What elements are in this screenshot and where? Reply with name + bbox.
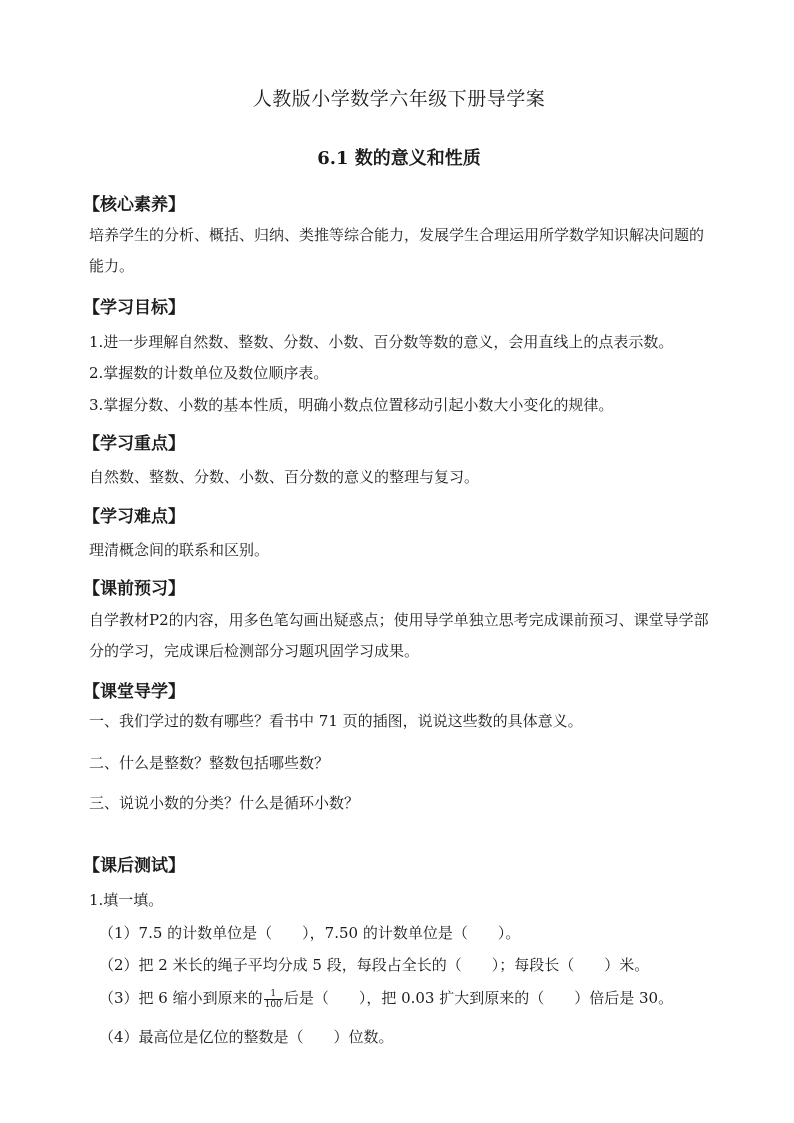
preview-text: 自学教材P2的内容，用多色笔勾画出疑惑点；使用导学单独立思考完成课前预习、课堂导学部分的学习，完成课后检测部分习题巩固学习成果。 <box>89 611 709 660</box>
test-subitem-1: （1）7.5 的计数单位是（ ），7.50 的计数单位是（ ）。 <box>99 924 521 942</box>
fraction-denominator: 100 <box>264 999 282 1010</box>
heading-preview: 【课前预习】 <box>83 579 185 599</box>
goal-item-1: 1.进一步理解自然数、整数、分数、小数、百分数等数的意义，会用直线上的点表示数。 <box>89 333 674 351</box>
heading-after-class-test: 【课后测试】 <box>83 856 185 876</box>
heading-difficulties: 【学习难点】 <box>83 507 185 527</box>
heading-key-points: 【学习重点】 <box>83 434 185 454</box>
difficulties-text: 理清概念间的联系和区别。 <box>89 541 270 559</box>
heading-core-literacy: 【核心素养】 <box>83 195 185 215</box>
heading-class-guide: 【课堂导学】 <box>83 682 185 702</box>
fraction-one-hundredth <box>264 989 283 1010</box>
test-subitem-3-suffix: 后是（ ），把 0.03 扩大到原来的（ ）倍后是 30。 <box>283 989 674 1007</box>
lesson-title: 6.1 数的意义和性质 <box>317 148 481 169</box>
fraction-numerator: 1 <box>264 989 283 1000</box>
heading-learning-goals: 【学习目标】 <box>83 298 185 318</box>
core-literacy-text: 培养学生的分析、概括、归纳、类推等综合能力，发展学生合理运用所学数学知识解决问题的能力。 <box>89 226 705 275</box>
test-subitem-3 <box>99 987 673 1010</box>
test-subitem-3-prefix: （3）把 6 缩小到原来的 <box>99 989 263 1007</box>
goal-item-2: 2.掌握数的计数单位及数位顺序表。 <box>89 364 329 382</box>
goal-item-3: 3.掌握分数、小数的基本性质，明确小数点位置移动引起小数大小变化的规律。 <box>89 396 614 414</box>
test-question-1: 1.填一填。 <box>89 891 164 909</box>
test-subitem-2: （2）把 2 米长的绳子平均分成 5 段，每段占全长的（ ）；每段长（ ）米。 <box>99 956 650 974</box>
document-title: 人教版小学数学六年级下册导学案 <box>252 88 546 110</box>
guide-question-1: 一、我们学过的数有哪些？看书中 71 页的插图，说说这些数的具体意义。 <box>89 712 583 730</box>
guide-question-3: 三、说说小数的分类？什么是循环小数？ <box>89 794 360 812</box>
guide-question-2: 二、什么是整数？整数包括哪些数？ <box>89 754 330 772</box>
test-subitem-4: （4）最高位是亿位的整数是（ ）位数。 <box>99 1028 394 1046</box>
key-points-text: 自然数、整数、分数、小数、百分数的意义的整理与复习。 <box>89 468 480 486</box>
